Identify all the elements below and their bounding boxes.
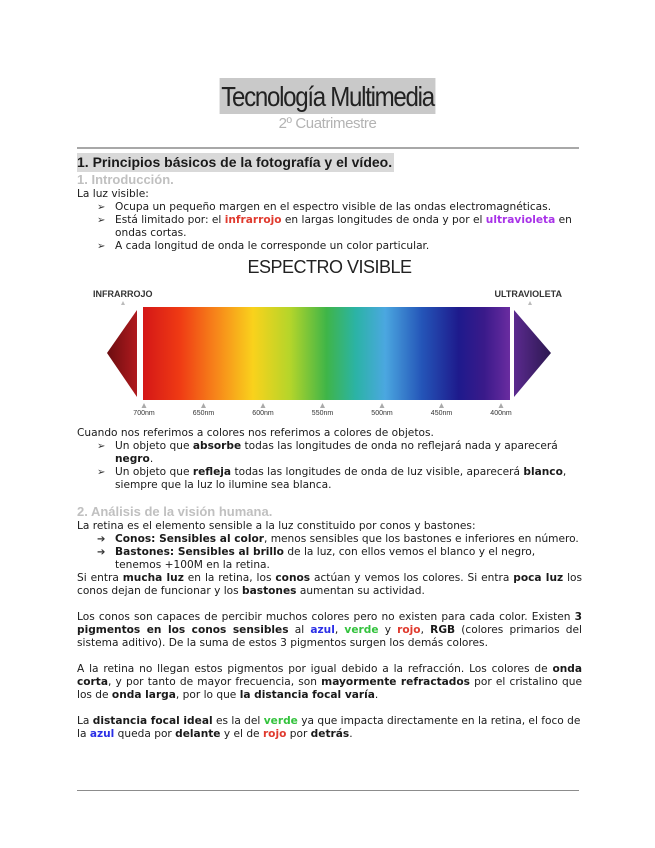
paragraph: [77, 572, 582, 598]
bold-term: negro: [115, 453, 150, 465]
bullet-text: , menos sensibles que los bastones e inferiores en número.: [263, 533, 579, 545]
bullet-text: todas las longitudes de onda de luz visible, aparecerá: [231, 466, 524, 478]
text: ya que impacta directamente en la retina, el foco de la: [77, 715, 581, 740]
text: los conos dejan de funcionar y los: [77, 572, 583, 597]
content-bottom: [77, 427, 582, 741]
tick-label: 450nm: [430, 410, 453, 417]
text: .: [374, 689, 379, 701]
tick-marker: [201, 403, 206, 408]
arrow-bullet-icon: ➢: [97, 441, 106, 452]
list-item: [77, 440, 582, 466]
tick-marker: [142, 403, 147, 408]
text: ,: [420, 624, 431, 636]
text: y el de: [220, 728, 263, 740]
tick-marker: [499, 403, 504, 408]
infrared-tip: [107, 310, 137, 397]
tick-label: 400nm: [490, 410, 512, 417]
tick-marker: [439, 403, 444, 408]
text: y: [378, 624, 398, 636]
text: , por lo que: [175, 689, 240, 701]
text: en la retina, los: [183, 572, 276, 584]
bullet-text: A cada longitud de onda le corresponde un color particular.: [115, 240, 430, 252]
ultraviolet-label: ULTRAVIOLETA: [494, 289, 562, 299]
azul-term: azul: [89, 728, 115, 740]
list-item: [77, 533, 582, 546]
objects-lead: Cuando nos referimos a colores nos referimos a colores de objetos.: [77, 427, 434, 439]
azul-term: azul: [310, 624, 335, 636]
wavelength-ticks: [133, 403, 512, 417]
bottom-divider: [77, 790, 579, 791]
list-item: [77, 240, 582, 253]
text: al: [288, 624, 311, 636]
arrow-bullet-icon: ➢: [97, 467, 106, 478]
tick-label: 650nm: [192, 410, 215, 417]
list-item: [77, 546, 582, 572]
spacer: [77, 598, 582, 611]
arrow-right-icon: ➔: [97, 547, 106, 558]
ultraviolet-tip: [514, 310, 551, 397]
tick-marker: [380, 403, 385, 408]
intro-heading: 1. Introducción.: [77, 172, 174, 187]
bold-term: conos: [275, 572, 311, 584]
arrow-bullet-icon: ➢: [97, 215, 106, 226]
bullet-text: en ondas cortas.: [115, 214, 572, 239]
document-subtitle: 2º Cuatrimestre: [278, 115, 377, 132]
figure-title: ESPECTRO VISIBLE: [247, 257, 412, 277]
spectrum-bar: [143, 307, 510, 400]
tick-label: 550nm: [311, 410, 334, 417]
top-divider: [77, 147, 579, 149]
text: ,: [334, 624, 345, 636]
bold-term: poca luz: [513, 572, 564, 584]
tick-label: 500nm: [371, 410, 393, 417]
intro-lead: La luz visible:: [77, 188, 149, 200]
bullet-text: Un objeto que: [115, 440, 193, 452]
bullet-text: de la luz, con ellos vemos el blanco y el negro, tenemos +100M en la retina.: [115, 546, 536, 571]
bullet-text: en largas longitudes de onda y por el: [281, 214, 486, 226]
section2-heading: 2. Análisis de la visión humana.: [77, 504, 273, 519]
bold-term: delante: [175, 728, 221, 740]
bold-term: distancia focal ideal: [92, 715, 213, 727]
bold-term: absorbe: [192, 440, 242, 452]
text: aumentan su actividad.: [296, 585, 425, 597]
arrow-right-icon: ➔: [97, 534, 106, 545]
text: Los conos son capaces de percibir muchos colores pero no existen para cada color. Existen: [77, 611, 575, 623]
spectrum-graphic: [77, 253, 582, 423]
paragraph: [77, 611, 582, 650]
objects-list: [77, 440, 582, 492]
text: , y por tanto de mayor frecuencia, son: [108, 676, 322, 688]
content-top: [77, 151, 582, 253]
bold-term: Conos:: [115, 533, 156, 545]
intro-list: [77, 201, 582, 253]
bold-term: bastones: [242, 585, 297, 597]
list-item: [77, 201, 582, 214]
list-item: [77, 214, 582, 240]
ultravioleta-term: ultravioleta: [485, 214, 556, 226]
rojo-term: rojo: [262, 728, 287, 740]
bullet-text: todas las longitudes de onda no reflejará nada y aparecerá: [241, 440, 558, 452]
bold-term: Bastones:: [115, 546, 175, 558]
text: (colores primarios del sistema aditivo). De la suma de estos 3 pigmentos surgen los demás colores.: [77, 624, 582, 649]
spacer: [77, 492, 582, 504]
verde-term: verde: [344, 624, 379, 636]
tick-marker: [320, 403, 325, 408]
text: es la del: [212, 715, 264, 727]
section1-heading: 1. Principios básicos de la fotografía y el vídeo.: [77, 154, 393, 170]
text: por el cristalino que los de: [77, 676, 582, 701]
bullet-text: , siempre que la luz lo ilumine sea blanca.: [115, 466, 567, 491]
spacer: [77, 702, 582, 715]
bullet-text: Está limitado por: el: [115, 214, 225, 226]
bullet-text: Un objeto que: [115, 466, 193, 478]
retina-lead: La retina es el elemento sensible a la luz constituido por conos y bastones:: [77, 520, 476, 532]
bold-term: la distancia focal varía: [239, 689, 375, 701]
bold-term: onda larga: [111, 689, 176, 701]
paragraph: [77, 663, 582, 702]
tick-label: 600nm: [252, 410, 274, 417]
bold-term: blanco: [523, 466, 563, 478]
text: actúan y vemos los colores. Si entra: [310, 572, 514, 584]
text: Si entra: [77, 572, 123, 584]
bullet-text: .: [149, 453, 154, 465]
bold-term: 3 pigmentos en los conos sensibles: [77, 611, 582, 636]
bold-term: refleja: [192, 466, 232, 478]
tick-marker: [261, 403, 266, 408]
text: por: [286, 728, 311, 740]
spectrum-figure: [77, 253, 582, 423]
text: .: [349, 728, 353, 740]
bold-term: RGB: [430, 624, 456, 636]
tick-label: 700nm: [133, 410, 155, 417]
infrarrojo-term: infrarrojo: [224, 214, 282, 226]
bold-term: mucha luz: [122, 572, 184, 584]
verde-term: verde: [263, 715, 298, 727]
text: queda por: [114, 728, 176, 740]
rojo-term: rojo: [397, 624, 421, 636]
spacer: [77, 650, 582, 663]
text: La: [77, 715, 93, 727]
bold-term: mayormente refractados: [321, 676, 470, 688]
document-title: Tecnología Multimedia: [220, 78, 436, 114]
paragraph: [77, 715, 582, 741]
arrow-bullet-icon: ➢: [97, 241, 106, 252]
bold-term: Sensibles al color: [155, 533, 264, 545]
bold-term: onda corta: [77, 663, 582, 688]
bold-term: detrás: [310, 728, 350, 740]
infrared-label: INFRARROJO: [93, 289, 153, 299]
text: A la retina no llegan estos pigmentos por igual debido a la refracción. Los colores de: [77, 663, 553, 675]
bullet-text: Ocupa un pequeño margen en el espectro visible de las ondas electromagnéticas.: [115, 201, 552, 213]
arrow-bullet-icon: ➢: [97, 202, 106, 213]
bold-term: Sensibles al brillo: [174, 546, 284, 558]
title-wrap: [0, 78, 655, 114]
list-item: [77, 466, 582, 492]
retina-list: [77, 533, 582, 572]
